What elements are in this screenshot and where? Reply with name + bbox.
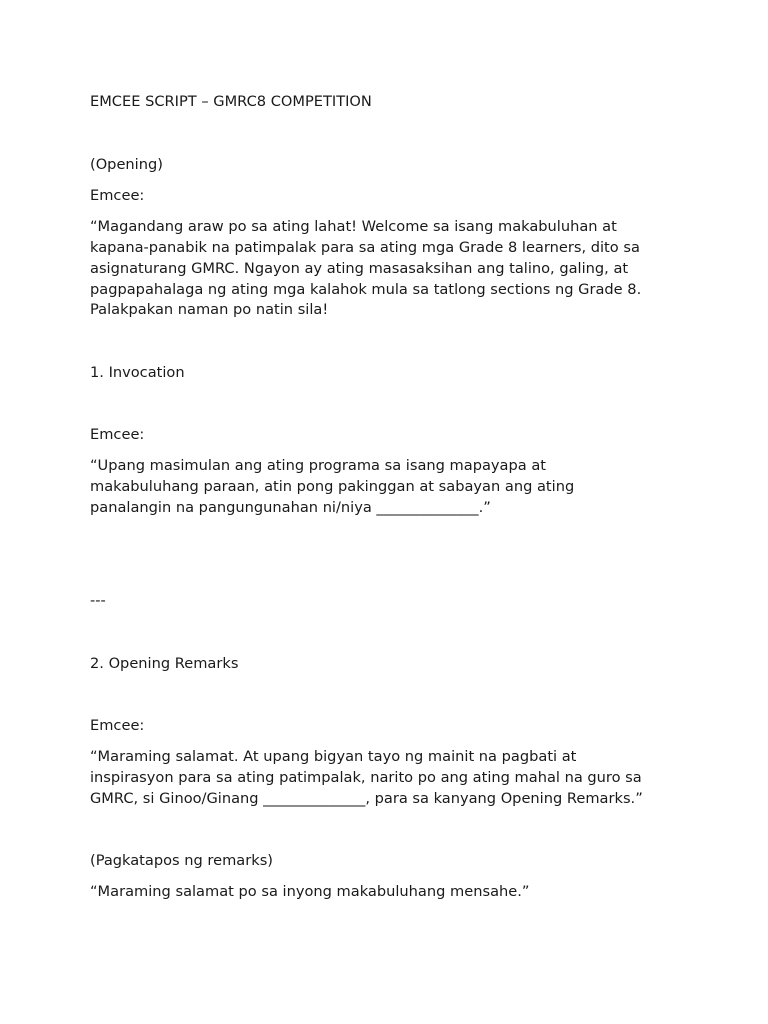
opening-line: Palakpakan naman po natin sila! [90, 301, 329, 318]
opening-line: kapana-panabik na patimpalak para sa ating mga Grade 8 learners, dito sa [90, 239, 640, 256]
after-remarks-line: “Maraming salamat po sa inyong makabuluhang mensahe.” [90, 883, 530, 900]
opening-remarks-line: GMRC, si Ginoo/Ginang ______________, para sa kanyang Opening Remarks.” [90, 790, 643, 807]
opening-remarks-speaker: Emcee: [90, 717, 145, 734]
invocation-heading: 1. Invocation [90, 364, 185, 381]
after-remarks-note: (Pagkatapos ng remarks) [90, 852, 273, 869]
opening-line: “Magandang araw po sa ating lahat! Welcome sa isang makabuluhan at [90, 218, 617, 235]
opening-heading: (Opening) [90, 156, 163, 173]
invocation-line: makabuluhang paraan, atin pong pakinggan at sabayan ang ating [90, 478, 575, 495]
invocation-speaker: Emcee: [90, 426, 145, 443]
document-title: EMCEE SCRIPT – GMRC8 COMPETITION [90, 93, 372, 110]
opening-remarks-line: inspirasyon para sa ating patimpalak, narito po ang ating mahal na guro sa [90, 769, 642, 786]
opening-line: asignaturang GMRC. Ngayon ay ating masasaksihan ang talino, galing, at [90, 260, 629, 277]
opening-remarks-heading: 2. Opening Remarks [90, 655, 239, 672]
invocation-line: “Upang masimulan ang ating programa sa isang mapayapa at [90, 457, 547, 474]
opening-speaker: Emcee: [90, 187, 145, 204]
invocation-line: panalangin na pangungunahan ni/niya ______________.” [90, 499, 491, 516]
opening-line: pagpapahalaga ng ating mga kalahok mula sa tatlong sections ng Grade 8. [90, 281, 642, 298]
opening-remarks-line: “Maraming salamat. At upang bigyan tayo ng mainit na pagbati at [90, 748, 577, 765]
section-separator: --- [90, 592, 106, 609]
